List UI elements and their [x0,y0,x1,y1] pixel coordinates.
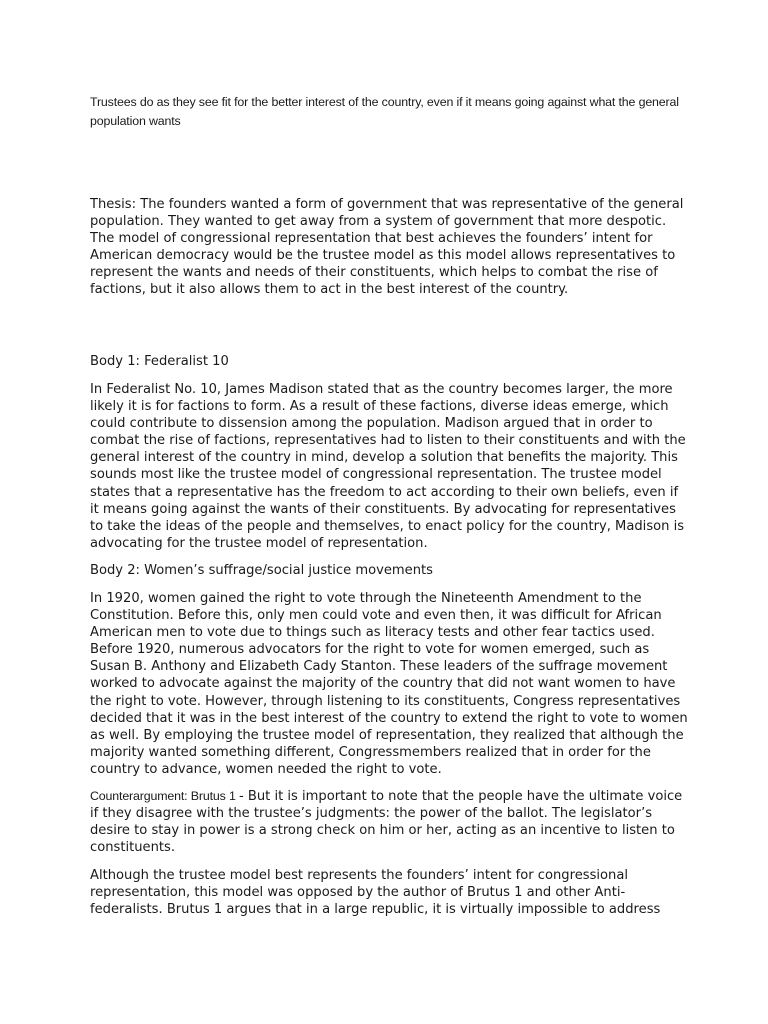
body2-heading: Body 2: Women’s suffrage/social justice movements [90,563,433,578]
counterargument-text: - But it is important to note that the people have the ultimate voice if they disagree with the trustee’s judgments: the power of the ballot. The legislator’s desire to stay in power is a strong check on him or her, acting as an incentive to listen to constituents. [90,789,683,856]
body1-heading: Body 1: Federalist 10 [90,354,229,369]
trustee-note: Trustees do as they see fit for the better interest of the country, even if it means going against what the general population wants [90,95,679,128]
final-paragraph: Although the trustee model best represents the founders’ intent for congressional representation, this model was opposed by the author of Brutus 1 and other Anti-federalists. Brutus 1 argues that in a large republic, it is virtually impossible to address [90,868,661,918]
counterargument-paragraph [90,788,690,856]
body2-paragraph: In 1920, women gained the right to vote through the Nineteenth Amendment to the Constitution. Before this, only men could vote and even then, it was difficult for African American men to vote due to things such as literacy tests and other fear tactics used. Before 1920, numerous advocators for the right to vote for women emerged, such as Susan B. Anthony and Elizabeth Cady Stanton. These leaders of the suffrage movement worked to advocate against the majority of the country that did not want women to have the right to vote. However, through listening to its constituents, Congress representatives decided that it was in the best interest of the country to extend the right to vote to women as well. By employing the trustee model of representation, they realized that although the majority wanted something different, Congressmembers realized that in order for the country to advance, women needed the right to vote. [90,591,688,777]
body1-paragraph: In Federalist No. 10, James Madison stated that as the country becomes larger, the more likely it is for factions to form. As a result of these factions, diverse ideas emerge, which could contribute to dissension among the population. Madison argued that in order to combat the rise of factions, representatives had to listen to their constituents and with the general interest of the country in mind, develop a solution that benefits the majority. This sounds most like the trustee model of congressional representation. The trustee model states that a representative has the freedom to act according to their own beliefs, even if it means going against the wants of their constituents. By advocating for representatives to take the ideas of the people and themselves, to enact policy for the country, Madison is advocating for the trustee model of representation. [90,382,686,551]
thesis-paragraph: Thesis: The founders wanted a form of government that was representative of the general population. They wanted to get away from a system of government that more despotic. The model of congressional representation that best achieves the founders’ intent for American democracy would be the trustee model as this model allows representatives to represent the wants and needs of their constituents, which helps to combat the rise of factions, but it also allows them to act in the best interest of the country. [90,197,684,298]
counterargument-label: Counterargument: Brutus 1 [90,789,239,803]
